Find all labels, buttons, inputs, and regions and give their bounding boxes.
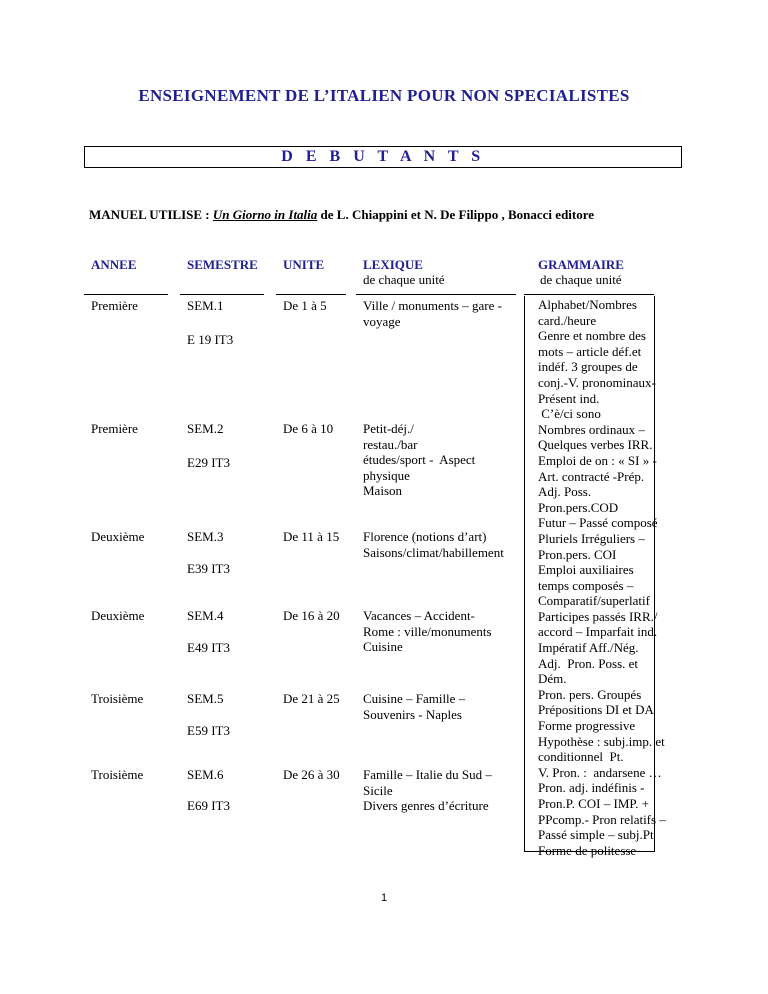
row-5-code: E59 IT3 — [187, 723, 230, 738]
row-3-unite: De 11 à 15 — [283, 529, 340, 544]
page-title: ENSEIGNEMENT DE L’ITALIEN POUR NON SPECIALISTES — [138, 86, 630, 105]
row-6-semestre: SEM.6 — [187, 767, 224, 782]
row-3-code: E39 IT3 — [187, 561, 230, 576]
manuel-label: MANUEL UTILISE : — [89, 207, 210, 222]
row-6-annee: Troisième — [91, 767, 144, 782]
header-grammaire: GRAMMAIRE — [538, 257, 624, 272]
header-lexique: LEXIQUE — [363, 257, 423, 272]
row-6-unite: De 26 à 30 — [283, 767, 340, 782]
header-annee: ANNEE — [91, 257, 137, 272]
row-1-unite: De 1 à 5 — [283, 298, 327, 313]
row-4-code: E49 IT3 — [187, 640, 230, 655]
row-4-lexique: Vacances – Accident- Rome : ville/monuments Cuisine — [363, 608, 492, 655]
row-3-annee: Deuxième — [91, 529, 145, 544]
manuel-book: Un Giorno in Italia — [212, 207, 318, 222]
row-5-annee: Troisième — [91, 691, 144, 706]
header-line-grammaire — [524, 294, 654, 295]
row-2-code: E29 IT3 — [187, 455, 230, 470]
row-1-semestre: SEM.1 — [187, 298, 224, 313]
header-lexique-sub: de chaque unité — [363, 272, 445, 287]
row-2-annee: Première — [91, 421, 138, 436]
header-line-lexique — [356, 294, 516, 295]
row-6-code: E69 IT3 — [187, 798, 230, 813]
row-3-semestre: SEM.3 — [187, 529, 224, 544]
header-line-unite — [276, 294, 346, 295]
header-line-annee — [84, 294, 168, 295]
row-4-annee: Deuxième — [91, 608, 145, 623]
header-unite: UNITE — [283, 257, 325, 272]
row-1-code: E 19 IT3 — [187, 332, 234, 347]
row-4-semestre: SEM.4 — [187, 608, 224, 623]
manuel-rest: de L. Chiappini et N. De Filippo , Bonacci editore — [320, 207, 595, 222]
header-semestre: SEMESTRE — [187, 257, 258, 272]
row-5-semestre: SEM.5 — [187, 691, 224, 706]
row-2-unite: De 6 à 10 — [283, 421, 334, 436]
grammaire-content: Alphabet/Nombres card./heure Genre et nombre des mots – article déf.et indéf. 3 groupes de conj.-V. pronominaux- Présent ind. C’è/ci sono Nombres ordinaux – Quelques verbes IRR. Emploi de on : « SI » - Art. contracté -Prép. Adj. Poss. Pron.pers.COD Futur – Passé composé Pluriels Irréguliers – Pron.pers. COI Emploi auxiliaires temps composés – Comparatif/superlatif Participes passés IRR./ accord – Imparfait ind. Impératif Aff./Nég. Adj. Pron. Poss. et Dém. Pron. pers. Groupés Prépositions DI et DA Forme progressive Hypothèse : subj.imp. et conditionnel Pt. V. Pron. : andarsene … Pron. adj. indéfinis - Pron.P. COI – IMP. + PPcomp.- Pron relatifs – Passé simple – subj.Pt Forme de politesse — [538, 297, 666, 858]
row-1-lexique: Ville / monuments – gare - voyage — [363, 298, 502, 329]
row-3-lexique: Florence (notions d’art) Saisons/climat/habillement — [363, 529, 504, 560]
header-grammaire-sub: de chaque unité — [540, 272, 622, 287]
row-4-unite: De 16 à 20 — [283, 608, 340, 623]
manuel-line — [89, 207, 594, 223]
row-5-lexique: Cuisine – Famille – Souvenirs - Naples — [363, 691, 466, 722]
page-number: 1 — [380, 892, 388, 904]
row-6-lexique: Famille – Italie du Sud – Sicile Divers genres d’écriture — [363, 767, 492, 814]
row-1-annee: Première — [91, 298, 138, 313]
header-line-semestre — [180, 294, 264, 295]
row-2-lexique: Petit-déj./ restau./bar études/sport - Aspect physique Maison — [363, 421, 476, 499]
level-banner: D E B U T A N T S — [84, 146, 682, 168]
row-2-semestre: SEM.2 — [187, 421, 224, 436]
row-5-unite: De 21 à 25 — [283, 691, 340, 706]
